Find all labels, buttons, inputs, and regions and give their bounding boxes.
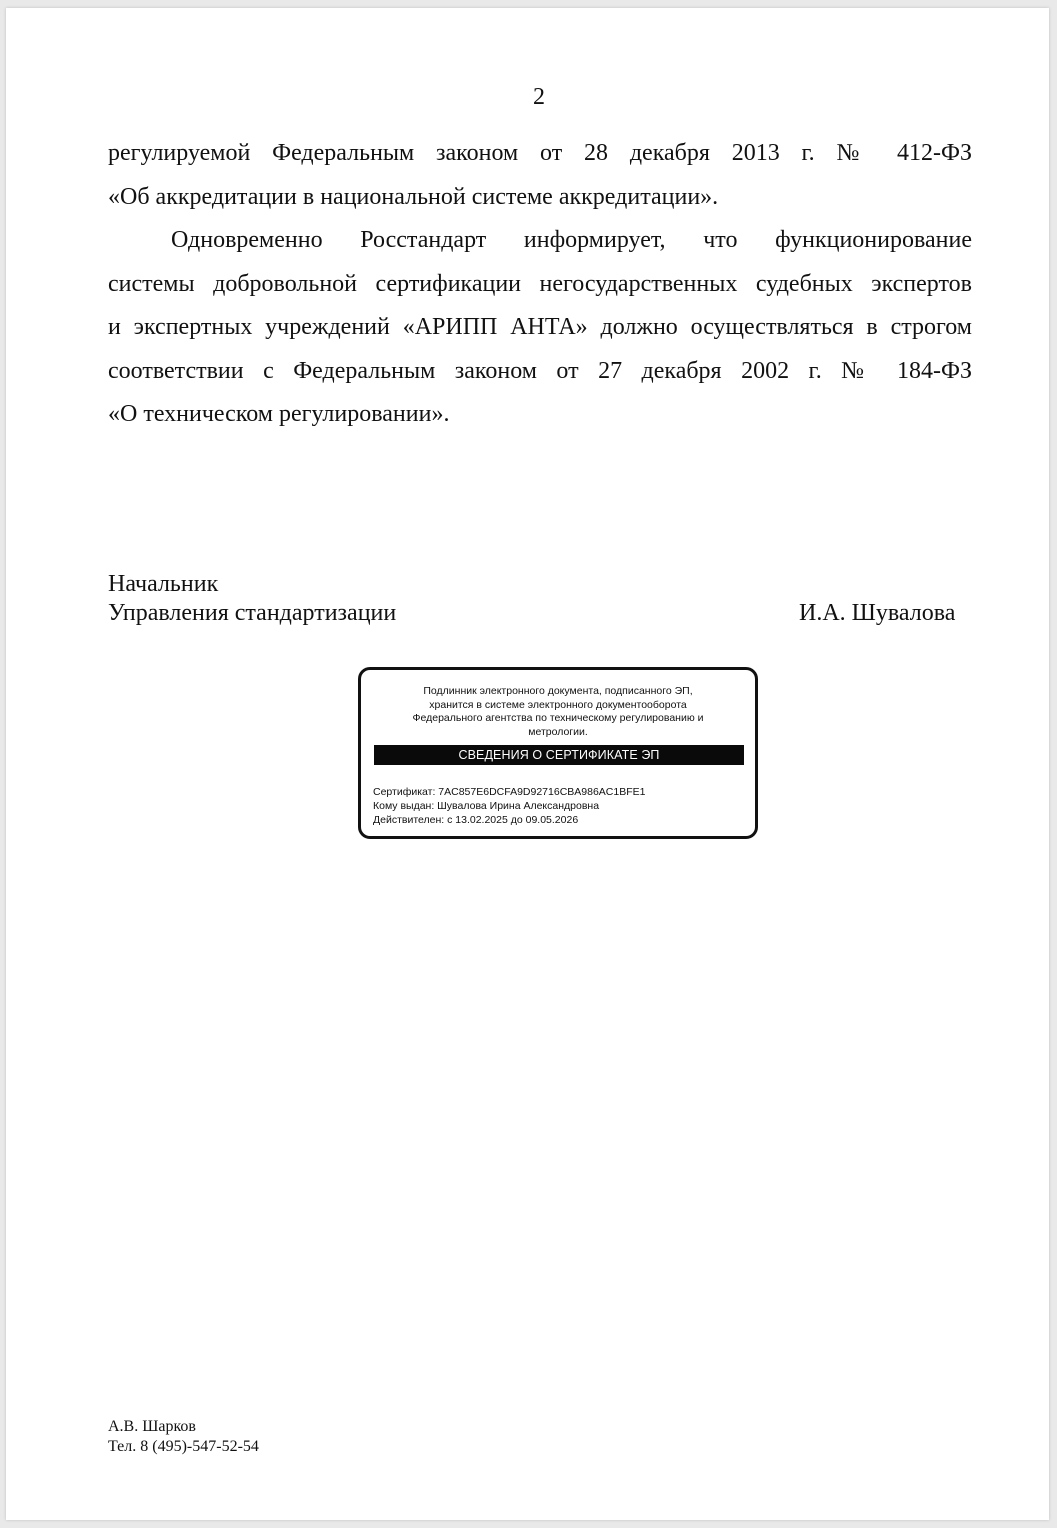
certificate-owner: Кому выдан: Шувалова Ирина Александровна bbox=[373, 800, 600, 812]
stamp-header-line: Федерального агентства по техническому регулированию и bbox=[412, 712, 704, 725]
paragraph-line: регулируемой Федеральным законом от 28 декабря 2013 г. № 412-ФЗ bbox=[108, 140, 972, 166]
paragraph-line: соответствии с Федеральным законом от 27 декабря 2002 г. № 184-ФЗ bbox=[108, 357, 972, 384]
position-line: Управления стандартизации bbox=[108, 600, 397, 626]
signatory-position bbox=[108, 570, 396, 628]
stamp-header bbox=[371, 685, 745, 739]
paragraph-line: и экспертных учреждений «АРИПП АНТА» должно осуществляться в строгом bbox=[108, 314, 972, 340]
paragraph-line: Одновременно Росстандарт информирует, что функционирование bbox=[171, 227, 972, 253]
signatory-name: И.А. Шувалова bbox=[799, 600, 956, 626]
stamp-title-bar: СВЕДЕНИЯ О СЕРТИФИКАТЕ ЭП bbox=[374, 745, 744, 765]
certificate-validity: Действителен: с 13.02.2025 до 09.05.2026 bbox=[373, 814, 579, 826]
paragraph-2 bbox=[108, 219, 972, 437]
paragraph-line: «Об аккредитации в национальной системе аккредитации». bbox=[108, 183, 719, 210]
electronic-signature-stamp bbox=[358, 667, 758, 839]
certificate-info bbox=[373, 785, 646, 827]
document-page bbox=[6, 8, 1049, 1520]
stamp-header-line: метрологии. bbox=[528, 725, 588, 738]
stamp-header-line: Подлинник электронного документа, подписанного ЭП, bbox=[423, 685, 693, 697]
position-line: Начальник bbox=[108, 571, 219, 597]
executor-footer bbox=[108, 1417, 259, 1457]
page-number: 2 bbox=[533, 84, 545, 110]
stamp-header-line: хранится в системе электронного документооборота bbox=[429, 698, 687, 711]
paragraph-1 bbox=[108, 132, 972, 219]
paragraph-line: системы добровольной сертификации негосударственных судебных экспертов bbox=[108, 270, 972, 297]
paragraph-line: «О техническом регулировании». bbox=[108, 401, 450, 427]
executor-phone: Тел. 8 (495)-547-52-54 bbox=[108, 1438, 259, 1455]
executor-name: А.В. Шарков bbox=[108, 1418, 196, 1435]
certificate-number: Сертификат: 7AC857E6DCFA9D92716CBA986AC1BFE1 bbox=[373, 786, 646, 798]
